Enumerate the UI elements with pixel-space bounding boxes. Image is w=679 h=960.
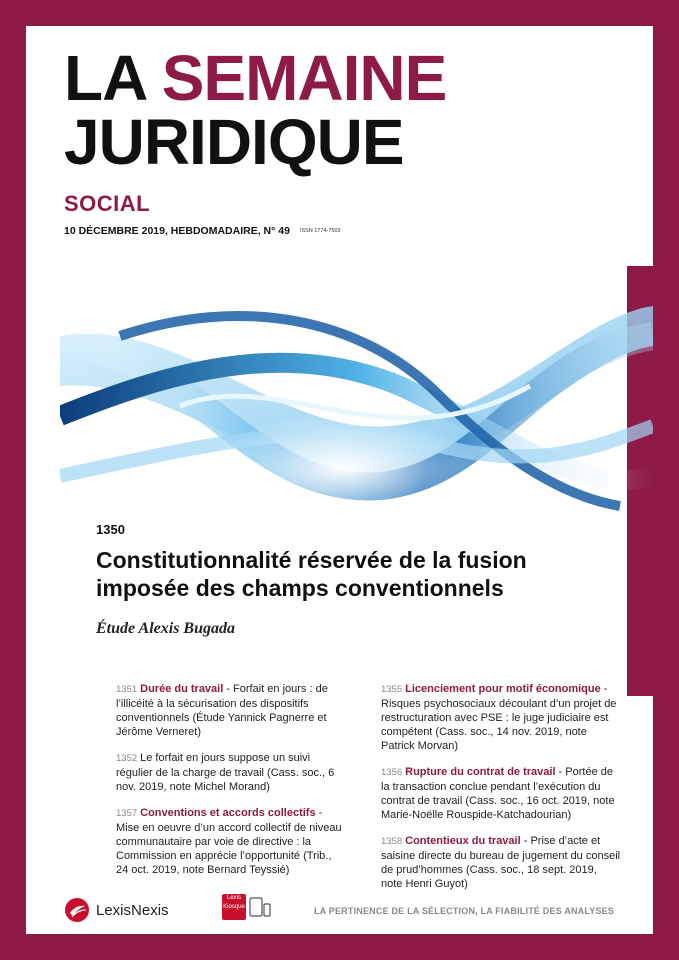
summary-item[interactable] bbox=[116, 682, 346, 739]
summary-item[interactable] bbox=[381, 765, 621, 822]
item-number: 1355 bbox=[381, 684, 403, 695]
summary-item[interactable] bbox=[116, 806, 346, 877]
item-number: 1351 bbox=[116, 684, 138, 695]
kiosk-icon[interactable] bbox=[222, 894, 246, 920]
item-text: - Forfait en jours : de l’illicéité à la sécurisation des dispositifs conventionnels (Étude Yannick Pagnerre et Jérôme Verneret) bbox=[116, 683, 328, 738]
item-number: 1358 bbox=[381, 836, 403, 847]
masthead-la: LA bbox=[64, 42, 162, 114]
issue-date: 10 DÉCEMBRE 2019, HEBDOMADAIRE, N° 49 bbox=[64, 225, 290, 237]
masthead-line2: JURIDIQUE bbox=[64, 106, 404, 178]
lead-author: Étude Alexis Bugada bbox=[96, 620, 235, 637]
summary-column-left bbox=[116, 682, 346, 889]
section-label: SOCIAL bbox=[64, 191, 151, 216]
slogan: LA PERTINENCE DE LA SÉLECTION, LA FIABILITÉ DES ANALYSES bbox=[314, 906, 615, 916]
masthead-line1 bbox=[64, 42, 447, 114]
item-text: - Portée de la transaction conclue pendant l’exécution du contrat de travail (Cass. soc., 16 oct. 2019, note Marie-Noëlle Rouspide-Katchadourian) bbox=[381, 766, 615, 821]
devices-icon bbox=[248, 894, 272, 920]
item-number: 1352 bbox=[116, 753, 138, 764]
item-number: 1357 bbox=[116, 808, 138, 819]
summary-item[interactable] bbox=[116, 751, 346, 794]
item-keyword: Contentieux du travail bbox=[405, 835, 521, 847]
item-keyword: Conventions et accords collectifs bbox=[140, 807, 316, 819]
issn: ISSN 1774-7503 bbox=[299, 228, 341, 235]
masthead-semaine: SEMAINE bbox=[161, 42, 447, 114]
kiosk-label: Lexis Kiosque bbox=[223, 895, 245, 910]
lexisnexis-logo-icon bbox=[64, 897, 90, 923]
item-number: 1356 bbox=[381, 767, 403, 778]
item-keyword: Rupture du contrat de travail bbox=[405, 766, 556, 778]
cover-illustration bbox=[60, 276, 653, 566]
item-keyword: Durée du travail bbox=[140, 683, 224, 695]
issue-dateline bbox=[64, 225, 341, 237]
item-text: - Mise en oeuvre d’un accord collectif de niveau communautaire par voie de directive : la Commission en apprécie l’opportunité (Trib., 24 oct. 2019, note Bernard Teyssié) bbox=[116, 807, 342, 876]
summary-item[interactable] bbox=[381, 834, 621, 891]
publisher-name: LexisNexis bbox=[96, 901, 169, 919]
lead-article-number: 1350 bbox=[96, 522, 125, 537]
item-text: - Risques psychosociaux découlant d’un projet de restructuration avec PSE : le juge judiciaire est compétent (Cass. soc., 14 nov. 2019, note Patrick Morvan) bbox=[381, 683, 617, 752]
cover-page bbox=[26, 26, 653, 934]
publisher-logo[interactable] bbox=[64, 893, 194, 927]
summary-item[interactable] bbox=[381, 682, 621, 753]
summary-column-right bbox=[381, 682, 621, 903]
item-text: Le forfait en jours suppose un suivi régulier de la charge de travail (Cass. soc., 6 nov. 2019, note Michel Morand) bbox=[116, 752, 335, 793]
item-text: - Prise d’acte et saisine directe du bureau de jugement du conseil de prud’hommes (Cass. soc., 18 sept. 2019, note Henri Guyot) bbox=[381, 835, 621, 890]
lead-headline: Constitutionnalité réservée de la fusion imposée des champs conventionnels bbox=[96, 547, 527, 601]
item-keyword: Licenciement pour motif économique bbox=[405, 683, 601, 695]
